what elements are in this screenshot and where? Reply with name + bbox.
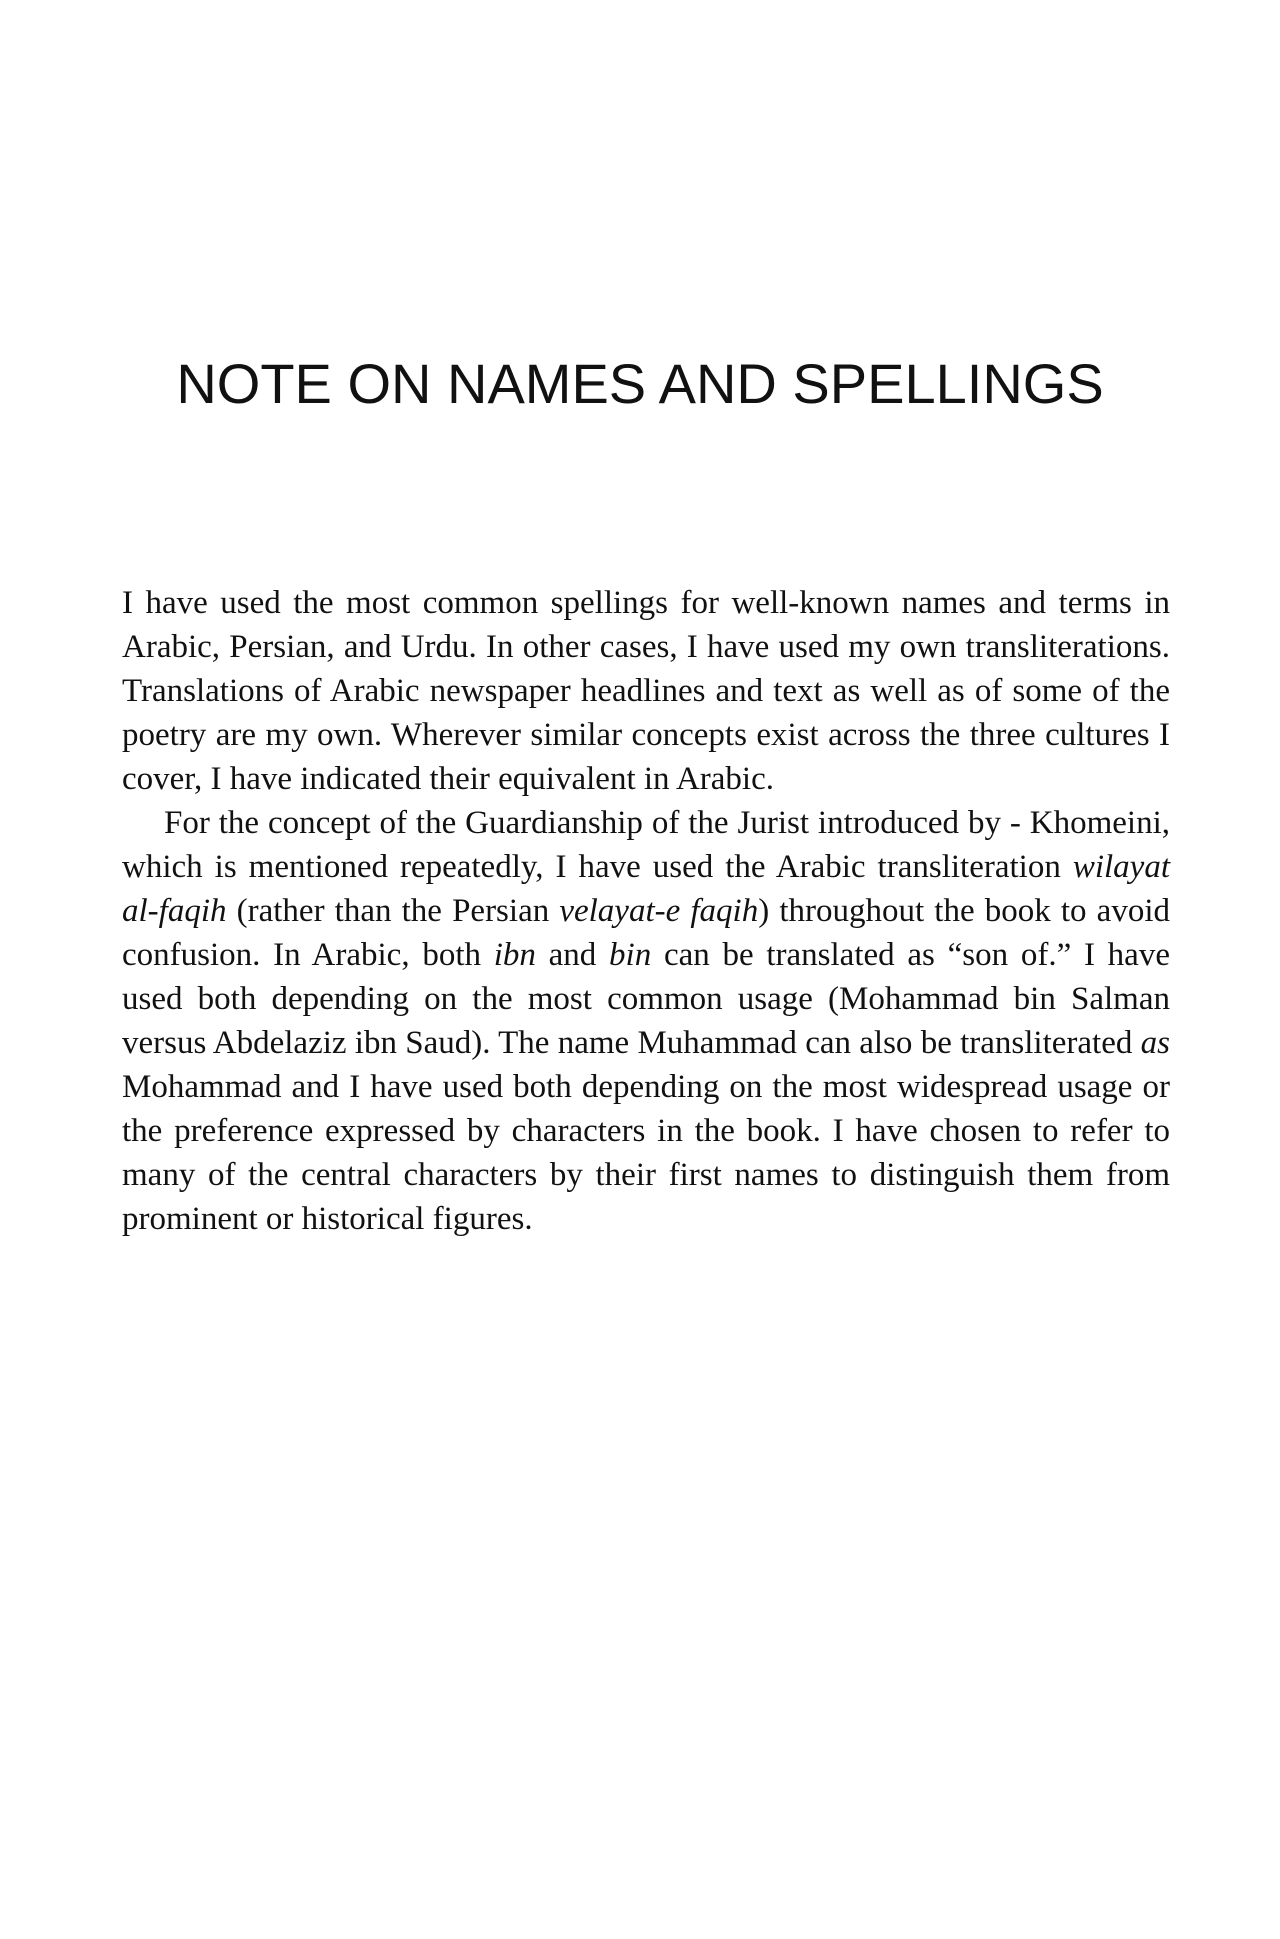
- paragraph-2-text-2: (rather than the Persian: [226, 893, 560, 929]
- paragraph-2-text-4: and: [535, 937, 610, 973]
- page-title: NOTE ON NAMES AND SPELLINGS: [176, 352, 1104, 415]
- paragraph-2-text-6: Mohammad and I have used both depending on the most widespread usage or the preference expressed by characters in the book. I have chosen to refer to many of the central characters by their first names to distinguish them from prominent or historical figures.: [122, 1069, 1170, 1237]
- italic-term-wilayat-al-faqih: wilayat al-faqih: [122, 849, 1170, 929]
- italic-term-bin: bin: [609, 937, 652, 973]
- paragraph-2: [122, 801, 1170, 1241]
- italic-term-velayat-e-faqih: velayat-e faqih: [559, 893, 759, 929]
- paragraph-2-text-1: For the concept of the Guardianship of the Jurist introduced by - Khomeini, which is mentioned repeatedly, I have used the Arabic transliteration: [122, 805, 1170, 885]
- body-text: [122, 581, 1170, 1241]
- paragraph-2-text-5: can be translated as “son of.” I have used both depending on the most common usage (Mohammad bin Salman versus Abdelaziz ibn Saud). The name Muhammad can also be transliterated: [122, 937, 1170, 1061]
- italic-term-ibn: ibn: [493, 937, 536, 973]
- paragraph-2-text-3: ) throughout the book to avoid confusion. In Arabic, both: [122, 893, 1170, 973]
- paragraph-1: I have used the most common spellings for well-known names and terms in Arabic, Persian, and Urdu. In other cases, I have used my own transliterations. Translations of Arabic newspaper headlines and text as well as of some of the poetry are my own. Wherever similar concepts exist across the three cultures I cover, I have indicated their equivalent in Arabic.: [122, 585, 1170, 797]
- italic-term-as: as: [1140, 1025, 1170, 1061]
